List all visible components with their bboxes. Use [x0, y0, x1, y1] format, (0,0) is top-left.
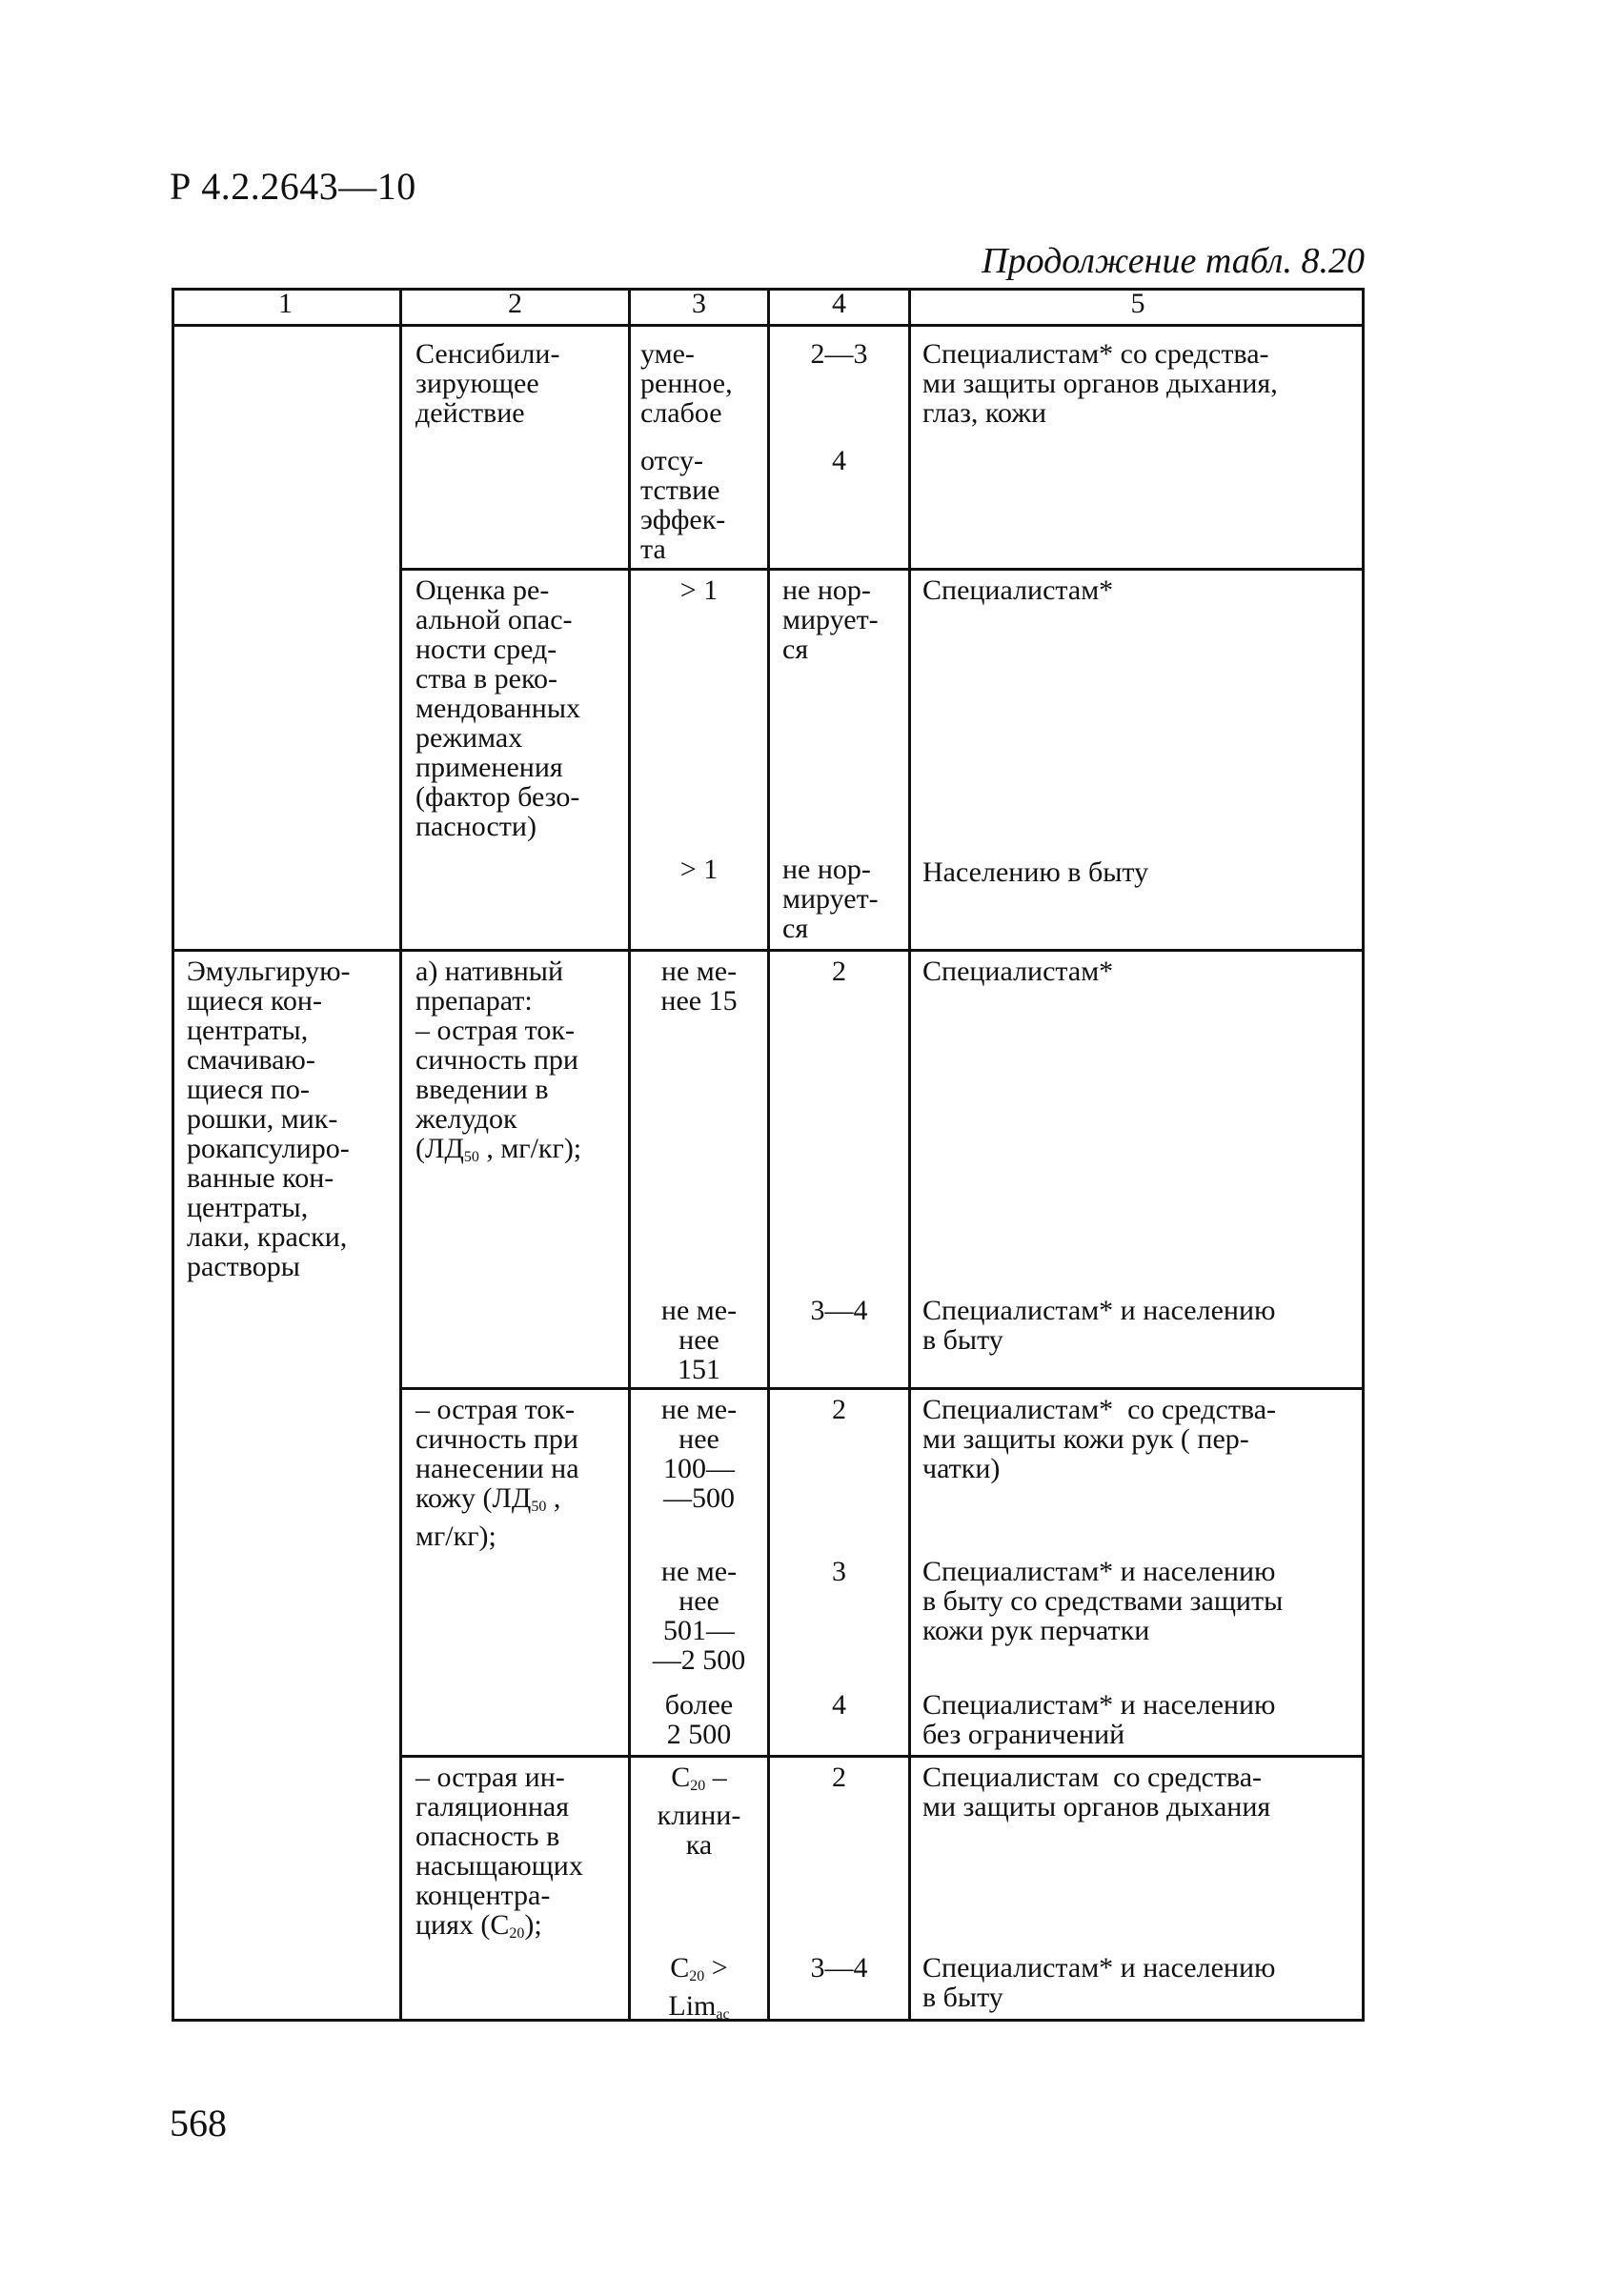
text-line: нанесении на: [415, 1453, 579, 1484]
class-cell: 2—3: [810, 338, 868, 370]
header-divider: [172, 324, 1365, 327]
recommendation-cell: Специалистам* и населению в быту со средствами защиты кожи рук перчатки: [922, 1556, 1284, 1646]
lim-symbol: Lim: [668, 1990, 717, 2022]
indicator-cell: [415, 1762, 583, 1948]
indicator-cell: Оценка ре- альной опас- ности сред- ства в реко- мендованных режимах применения (фактор безо- пасности): [415, 574, 580, 842]
class-cell: не нор- мирует- ся: [782, 574, 879, 665]
column-number: 2: [508, 288, 522, 319]
text-line: сичность при: [415, 1044, 578, 1076]
text-line: желудок: [415, 1103, 517, 1135]
value-cell: [631, 1953, 767, 2029]
closing-paren: );: [524, 1909, 542, 1941]
class-cell: 3—4: [810, 1952, 868, 1984]
value-cell: уме- ренное, слабое: [640, 338, 733, 429]
class-cell: 2: [832, 1394, 846, 1425]
recommendation-cell: Специалистам*: [922, 574, 1114, 606]
column-divider: [628, 288, 631, 2022]
text-line: [415, 1483, 579, 1521]
text-line: [631, 1953, 767, 1991]
ld-unit: , мг/кг);: [478, 1133, 582, 1164]
ld-subscript: 50: [531, 1499, 547, 1515]
text-line: сичность при: [415, 1423, 578, 1455]
page-number: 568: [170, 2102, 227, 2145]
text-line: концентра-: [415, 1880, 551, 1911]
column-number: 4: [832, 288, 846, 319]
text-line: [631, 1991, 767, 2029]
text-line: – острая ток-: [415, 1015, 575, 1046]
value-cell: не ме- нее 501— —2 500: [652, 1556, 746, 1676]
c-symbol: С: [670, 1952, 690, 1984]
c20-subscript: 20: [509, 1925, 525, 1942]
value-cell: не ме- нее 15: [660, 956, 738, 1017]
recommendation-cell: Специалистам* и населению без ограничений: [922, 1689, 1276, 1750]
c20-subscript: 20: [689, 1968, 705, 1984]
text-line: – острая ин-: [415, 1762, 565, 1793]
class-cell: 2: [832, 1762, 846, 1793]
value-cell: [631, 1762, 767, 1860]
column-number: 1: [278, 288, 293, 319]
class-cell: 4: [832, 1689, 846, 1721]
product-form-cell: Эмульгирую- щиеся кон- центраты, смачиваю- щиеся по- рошки, мик- рокапсулиро- ванные кон- центраты, лаки, краски, растворы: [187, 956, 351, 1282]
value-cell: не ме- нее 151: [660, 1295, 738, 1385]
lim-subscript: ac: [716, 2006, 730, 2023]
ld-subscript: 50: [463, 1149, 479, 1165]
text-line: препарат:: [415, 985, 533, 1017]
text-line: а) нативный: [415, 956, 563, 987]
recommendation-cell: Специалистам* и населению в быту: [922, 1952, 1276, 2013]
indicator-cell: [415, 1395, 579, 1551]
c20-subscript: 20: [690, 1778, 706, 1794]
class-cell: 3—4: [810, 1295, 868, 1326]
class-cell: 2: [832, 956, 846, 987]
text-line: галяционная: [415, 1791, 569, 1823]
table-continuation-caption: Продолжение табл. 8.20: [982, 241, 1365, 281]
concentration-label: циях (С: [415, 1909, 510, 1941]
column-divider: [399, 288, 402, 2022]
text-line: насыщающих: [415, 1850, 583, 1882]
class-cell: не нор- мирует- ся: [782, 854, 879, 944]
text-line: клини- ка: [657, 1800, 741, 1861]
recommendation-cell: Специалистам*: [922, 956, 1114, 987]
row-divider: [399, 568, 1365, 571]
dash: –: [705, 1762, 727, 1793]
text-line: – острая ток-: [415, 1394, 575, 1425]
value-cell: более 2 500: [664, 1689, 734, 1750]
text-line: [415, 1134, 581, 1172]
value-cell: > 1: [679, 854, 719, 885]
value-cell: не ме- нее 100— —500: [660, 1394, 738, 1514]
column-number: 5: [1130, 288, 1145, 319]
value-cell: > 1: [679, 574, 719, 606]
row-divider: [399, 1387, 1365, 1390]
ld-label: (ЛД: [415, 1133, 464, 1164]
column-divider: [767, 288, 770, 2022]
row-divider: [399, 1755, 1365, 1758]
text-line: мг/кг);: [415, 1521, 496, 1552]
recommendation-cell: Специалистам со средства- ми защиты органов дыхания: [922, 1762, 1271, 1823]
indicator-cell: [415, 957, 581, 1172]
column-number: 3: [692, 288, 706, 319]
text-line: опасность в: [415, 1821, 560, 1852]
comma: ,: [546, 1482, 561, 1514]
c-symbol: С: [671, 1762, 691, 1793]
gt-sign: >: [704, 1952, 728, 1984]
document-code: Р 4.2.2643—10: [170, 165, 416, 208]
recommendation-cell: Населению в быту: [922, 856, 1149, 888]
recommendation-cell: Специалистам* со средства- ми защиты кожи рук ( пер- чатки): [922, 1394, 1277, 1484]
value-cell: отсу- тствие эффек- та: [640, 445, 726, 565]
recommendation-cell: Специалистам* со средства- ми защиты органов дыхания, глаз, кожи: [922, 338, 1278, 429]
row-divider: [172, 949, 1365, 952]
class-cell: 3: [832, 1556, 846, 1587]
class-cell: 4: [832, 445, 846, 476]
column-divider: [908, 288, 911, 2022]
text-line: [631, 1762, 767, 1801]
indicator-cell: Сенсибили- зирующее действие: [415, 338, 560, 429]
text-line: введении в: [415, 1074, 549, 1105]
recommendation-cell: Специалистам* и населению в быту: [922, 1295, 1276, 1356]
text-line: [415, 1910, 583, 1948]
dermal-label: кожу (ЛД: [415, 1482, 532, 1514]
